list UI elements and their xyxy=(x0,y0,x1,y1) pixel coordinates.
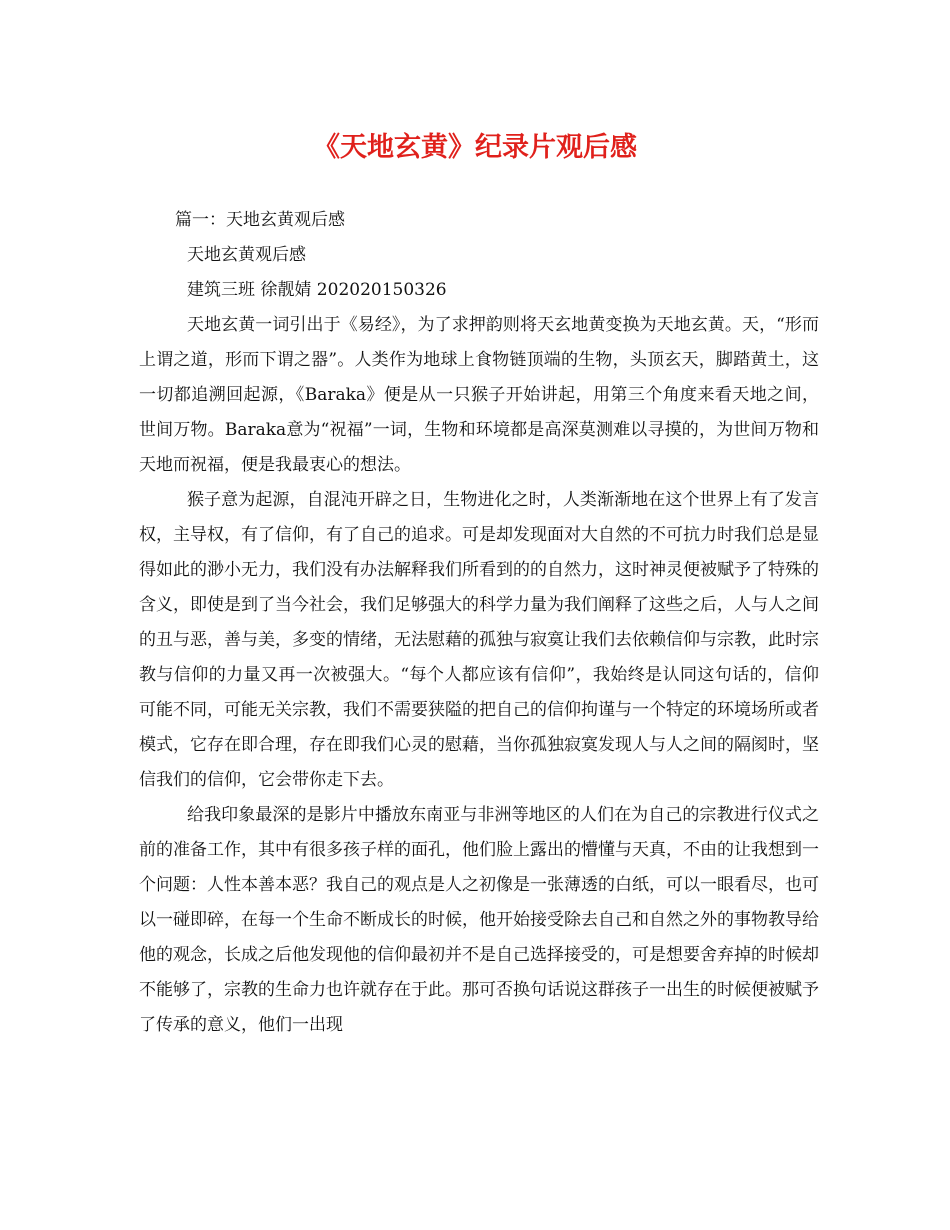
document-title: 《天地玄黄》纪录片观后感 xyxy=(313,132,637,163)
essay-title: 天地玄黄观后感 xyxy=(187,245,306,265)
paragraph: 给我印象最深的是影片中播放东南亚与非洲等地区的人们在为自己的宗教进行仪式之前的准备工作，其中有很多孩子样的面孔，他们脸上露出的懵懂与天真，不由的让我想到一个问题：人性本善本恶？我自己的观点是人之初像是一张薄透的白纸，可以一眼看尽，也可以一碰即碎，在每一个生命不断成长的时候，他开始接受除去自己和自然之外的事物教导给他的观念，长成之后他发现他的信仰最初并不是自己选择接受的，可是想要舍弃掉的时候却不能够了，宗教的生命力也许就存在于此。那可否换句话说这群孩子一出生的时候便被赋予了传承的意义，他们一出现 xyxy=(139,805,819,1035)
paragraph: 猴子意为起源，自混沌开辟之日，生物进化之时，人类渐渐地在这个世界上有了发言权，主导权，有了信仰，有了自己的追求。可是却发现面对大自然的不可抗力时我们总是显得如此的渺小无力，我们没有办法解释我们所看到的的自然力，这时神灵便被赋予了特殊的含义，即使是到了当今社会，我们足够强大的科学力量为我们阐释了这些之后，人与人之间的丑与恶，善与美，多变的情绪，无法慰藉的孤独与寂寞让我们去依赖信仰与宗教，此时宗教与信仰的力量又再一次被强大。“每个人都应该有信仰”，我始终是认同这句话的，信仰可能不同，可能无关宗教，我们不需要狭隘的把自己的信仰拘谨与一个特定的环境场所或者模式，它存在即合理，存在即我们心灵的慰藉，当你孤独寂寞发现人与人之间的隔阂时，坚信我们的信仰，它会带你走下去。 xyxy=(139,490,819,790)
document-body xyxy=(139,203,819,1043)
paragraph: 天地玄黄一词引出于《易经》，为了求押韵则将天玄地黄变换为天地玄黄。天，“形而上谓之道，形而下谓之器”。人类作为地球上食物链顶端的生物，头顶玄天，脚踏黄土，这一切都追溯回起源，《Baraka》便是从一只猴子开始讲起，用第三个角度来看天地之间，世间万物。Baraka意为“祝福”一词，生物和环境都是高深莫测难以寻摸的，为世间万物和天地而祝福，便是我最衷心的想法。 xyxy=(139,315,819,475)
author-line: 建筑三班 徐靓婧 202020150326 xyxy=(187,280,447,300)
section-heading: 篇一：天地玄黄观后感 xyxy=(175,210,345,230)
